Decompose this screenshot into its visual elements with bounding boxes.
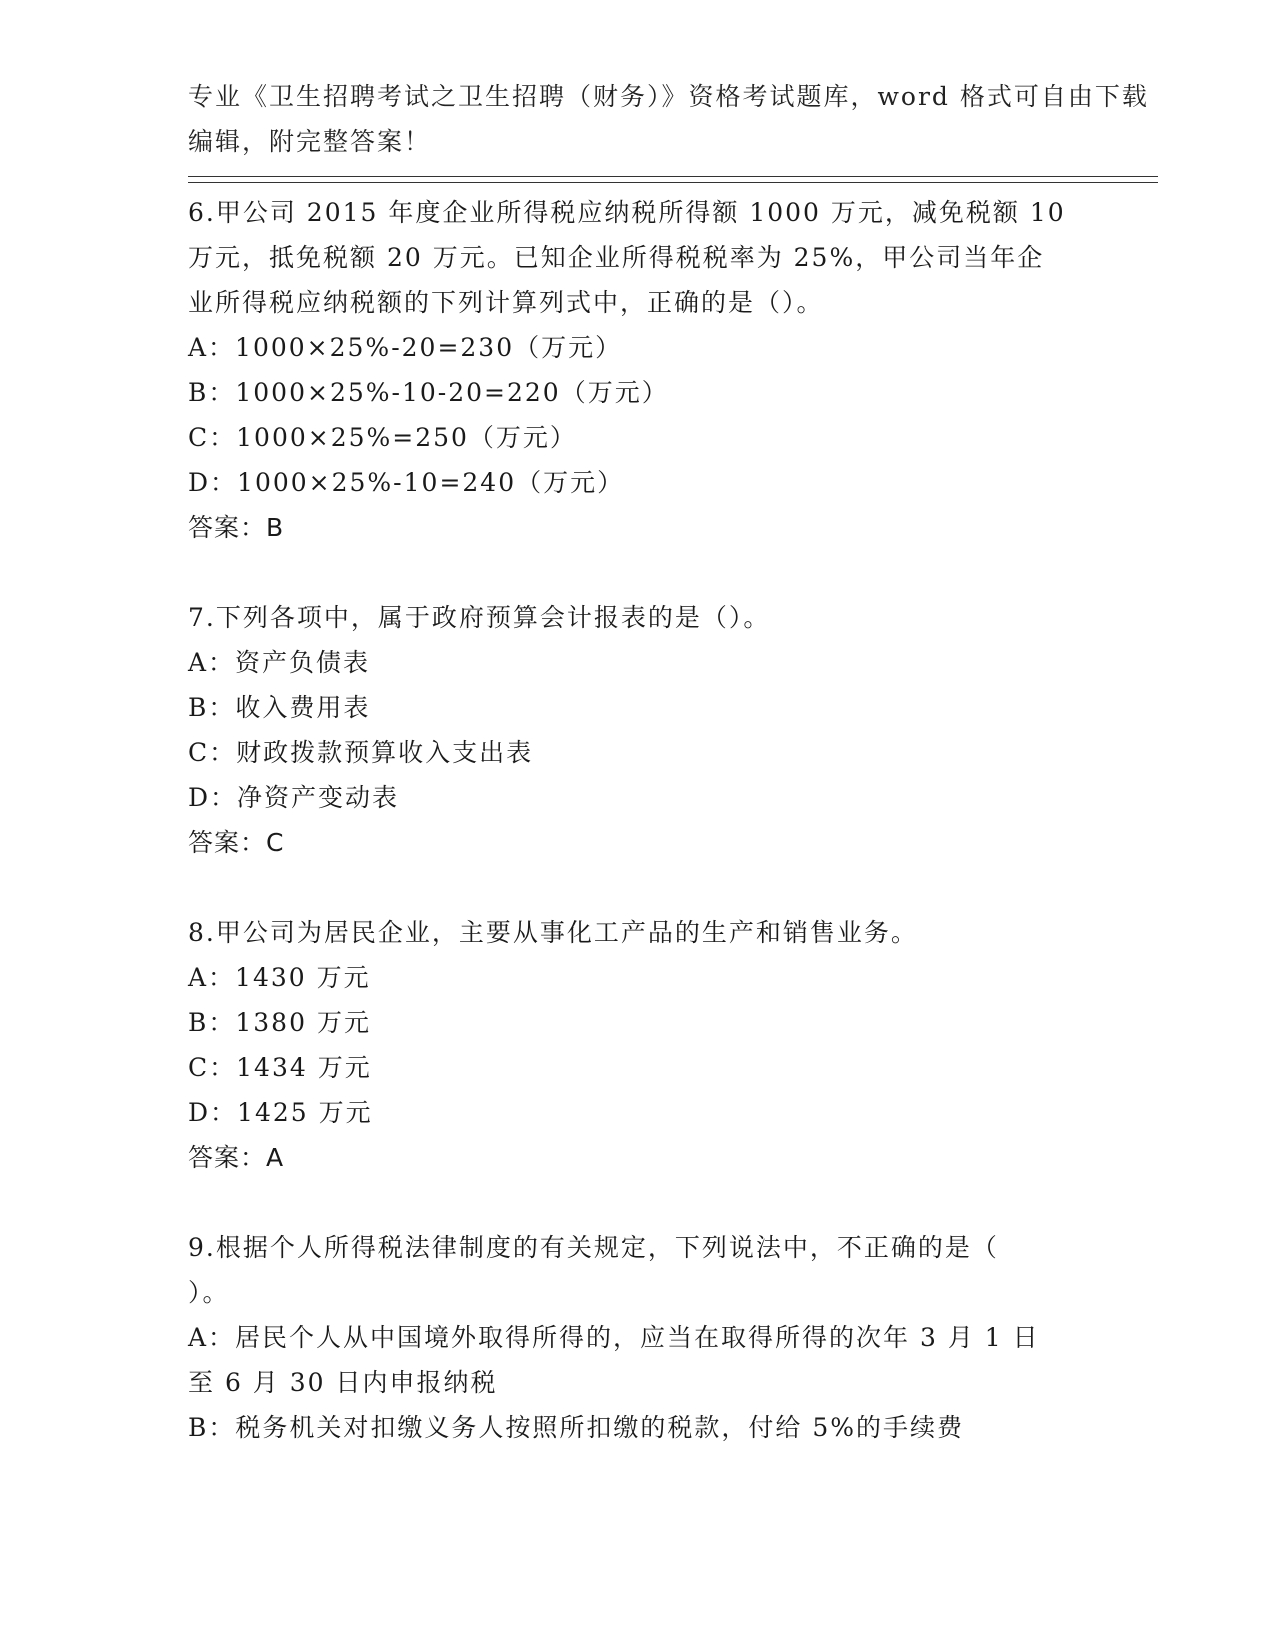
question-spacer (188, 1180, 1088, 1225)
option-a: A：1430 万元 (188, 963, 371, 992)
option-d: D：1000×25%-10=240（万元） (188, 468, 625, 497)
option-b: B：1380 万元 (188, 1008, 371, 1037)
question-list (188, 190, 1088, 1450)
question-stem-line: 8.甲公司为居民企业，主要从事化工产品的生产和销售业务。 (188, 918, 918, 947)
question-stem-line: 业所得税应纳税额的下列计算列式中，正确的是（）。 (188, 288, 824, 317)
question-stem-line: 6.甲公司 2015 年度企业所得税应纳税所得额 1000 万元，减免税额 10 (188, 198, 1066, 227)
answer-label: 答案：C (188, 828, 285, 857)
question-stem-line: 9.根据个人所得税法律制度的有关规定，下列说法中，不正确的是（ (188, 1233, 999, 1262)
header-divider-top (188, 176, 1158, 177)
question-stem-line: 万元，抵免税额 20 万元。已知企业所得税税率为 25%，甲公司当年企 (188, 243, 1045, 272)
question-spacer (188, 550, 1088, 595)
question-6 (188, 190, 1088, 550)
option-b: B：1000×25%-10-20=220（万元） (188, 378, 669, 407)
option-c: C：1000×25%=250（万元） (188, 423, 577, 452)
question-spacer (188, 865, 1088, 910)
option-a: A：1000×25%-20=230（万元） (188, 333, 623, 362)
question-stem-line: ）。 (188, 1278, 230, 1307)
question-9 (188, 1225, 1088, 1450)
option-d: D：净资产变动表 (188, 783, 400, 812)
option-a: A：居民个人从中国境外取得所得的，应当在取得所得的次年 3 月 1 日 (188, 1323, 1040, 1352)
option-a: A：资产负债表 (188, 648, 371, 677)
header-line-2: 编辑，附完整答案！ (188, 127, 432, 156)
option-c: C：1434 万元 (188, 1053, 372, 1082)
option-b: B：收入费用表 (188, 693, 371, 722)
question-7 (188, 595, 1088, 865)
answer-label: 答案：B (188, 513, 285, 542)
option-a-continued: 至 6 月 30 日内申报纳税 (188, 1368, 498, 1397)
question-8 (188, 910, 1088, 1180)
header-line-1: 专业《卫生招聘考试之卫生招聘（财务）》资格考试题库，word 格式可自由下载 (188, 82, 1149, 111)
answer-label: 答案：A (188, 1143, 285, 1172)
document-header (188, 74, 1149, 164)
header-divider-bottom (188, 182, 1158, 183)
option-b: B：税务机关对扣缴义务人按照所扣缴的税款，付给 5%的手续费 (188, 1413, 964, 1442)
option-c: C：财政拨款预算收入支出表 (188, 738, 534, 767)
option-d: D：1425 万元 (188, 1098, 373, 1127)
question-stem-line: 7.下列各项中，属于政府预算会计报表的是（）。 (188, 603, 771, 632)
